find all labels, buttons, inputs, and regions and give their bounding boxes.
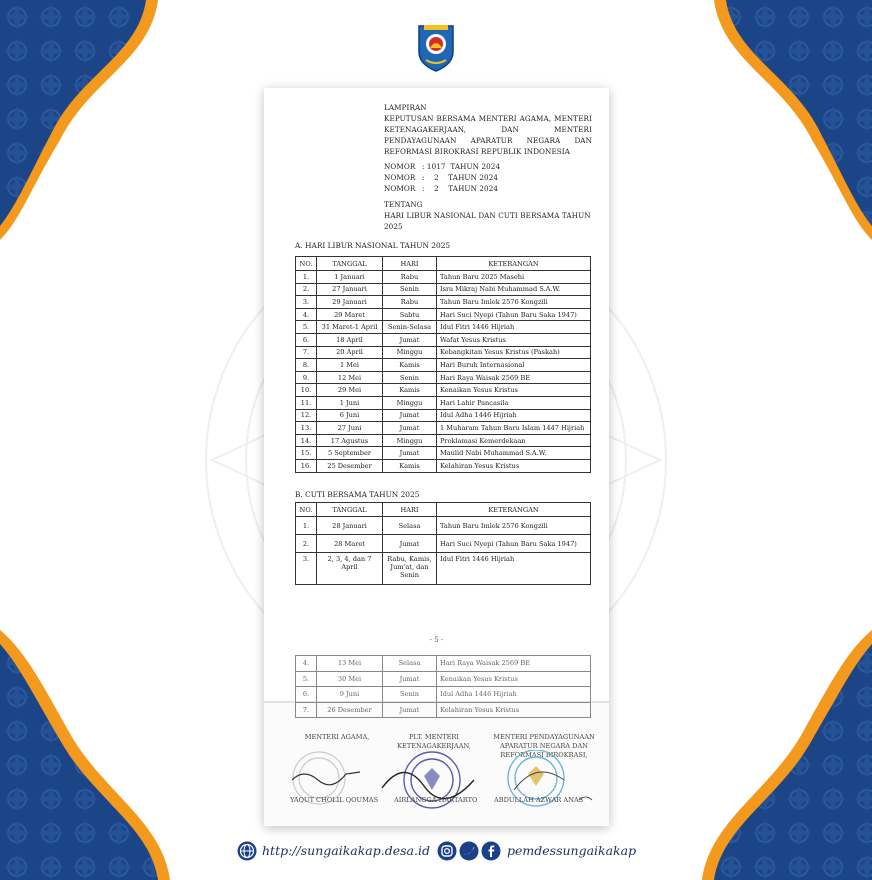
row-keterangan: Hari Suci Nyepi (Tahun Baru Saka 1947) bbox=[437, 535, 591, 553]
twitter-icon[interactable] bbox=[459, 841, 479, 861]
row-tanggal: 1 Mei bbox=[317, 359, 383, 372]
row-hari: Selasa bbox=[383, 517, 437, 535]
signatory-name: YAQUT CHOLIL QOUMAS bbox=[290, 796, 379, 804]
row-keterangan: Tahun Baru 2025 Masehi bbox=[437, 271, 591, 284]
row-hari: Jumat bbox=[383, 422, 437, 435]
column-header-no: NO. bbox=[296, 503, 317, 517]
signature-block-agama bbox=[292, 733, 382, 742]
social-handle[interactable]: pemdessungaikakap bbox=[507, 843, 637, 858]
row-number: 8. bbox=[296, 359, 317, 372]
page-number: - 5 - bbox=[429, 636, 444, 644]
row-tanggal: 28 Januari bbox=[317, 517, 383, 535]
row-tanggal: 12 Mei bbox=[317, 371, 383, 384]
footer-bar bbox=[0, 838, 872, 864]
row-number: 4. bbox=[296, 308, 317, 321]
row-number: 3. bbox=[296, 553, 317, 585]
lampiran-label: LAMPIRAN bbox=[384, 103, 427, 112]
cuti-bersama-table bbox=[295, 502, 591, 585]
row-keterangan: Idul Fitri 1446 Hijriah bbox=[437, 553, 591, 585]
row-tanggal: 9 Juni bbox=[317, 687, 383, 703]
row-number: 7. bbox=[296, 702, 317, 718]
row-tanggal: 2, 3, 4, dan 7 April bbox=[317, 553, 383, 585]
row-number: 4. bbox=[296, 656, 317, 672]
row-keterangan: Hari Buruh Internasional bbox=[437, 359, 591, 372]
facebook-icon[interactable] bbox=[481, 841, 501, 861]
table-row bbox=[296, 702, 591, 718]
nomor-value: : 1017 TAHUN 2024 bbox=[422, 162, 501, 171]
row-number: 13. bbox=[296, 422, 317, 435]
row-tanggal: 1 Januari bbox=[317, 271, 383, 284]
column-header-tanggal: TANGGAL bbox=[317, 503, 383, 517]
row-hari: Minggu bbox=[383, 396, 437, 409]
row-tanggal: 31 Maret-1 April bbox=[317, 321, 383, 334]
row-hari: Minggu bbox=[383, 346, 437, 359]
row-number: 1. bbox=[296, 271, 317, 284]
nomor-label: NOMOR bbox=[384, 184, 416, 193]
row-keterangan: Kelahiran Yesus Kristus bbox=[437, 702, 591, 718]
row-tanggal: 6 Juni bbox=[317, 409, 383, 422]
row-hari: Kamis bbox=[383, 359, 437, 372]
column-header-keterangan: KETERANGAN bbox=[437, 503, 591, 517]
document-page bbox=[264, 88, 609, 703]
table-row bbox=[296, 321, 591, 334]
row-keterangan: Wafat Yesus Kristus bbox=[437, 333, 591, 346]
section-b-title: B. CUTI BERSAMA TAHUN 2025 bbox=[295, 490, 420, 499]
table-row bbox=[296, 396, 591, 409]
row-tanggal: 26 Desember bbox=[317, 702, 383, 718]
row-hari: Rabu bbox=[383, 296, 437, 309]
row-tanggal: 29 Maret bbox=[317, 308, 383, 321]
row-tanggal: 20 April bbox=[317, 346, 383, 359]
decree-subject: HARI LIBUR NASIONAL DAN CUTI BERSAMA TAHUN 2025 bbox=[384, 211, 591, 231]
row-tanggal: 25 Desember bbox=[317, 459, 383, 472]
cuti-bersama-table-continued bbox=[295, 655, 591, 718]
row-tanggal: 30 Mei bbox=[317, 671, 383, 687]
column-header-tanggal: TANGGAL bbox=[317, 257, 383, 271]
decree-title: KEPUTUSAN BERSAMA MENTERI AGAMA, MENTERI KETENAGAKERJAAN, DAN MENTERI PENDAYAGUNAAN APARATUR NEGARA DAN REFORMASI BIROKRASI REPUBLIK INDONESIA bbox=[384, 114, 592, 156]
regency-logo bbox=[416, 22, 456, 72]
row-keterangan: Hari Lahir Pancasila bbox=[437, 396, 591, 409]
column-header-keterangan: KETERANGAN bbox=[437, 257, 591, 271]
table-row bbox=[296, 359, 591, 372]
row-hari: Jumat bbox=[383, 333, 437, 346]
table-row bbox=[296, 656, 591, 672]
row-keterangan: Tahun Baru Imlek 2576 Kongzili bbox=[437, 296, 591, 309]
row-hari: Jumat bbox=[383, 535, 437, 553]
table-row bbox=[296, 333, 591, 346]
row-number: 10. bbox=[296, 384, 317, 397]
row-number: 3. bbox=[296, 296, 317, 309]
row-tanggal: 1 Juni bbox=[317, 396, 383, 409]
row-keterangan: 1 Muharam Tahun Baru Islam 1447 Hijriah bbox=[437, 422, 591, 435]
row-tanggal: 27 Januari bbox=[317, 283, 383, 296]
row-tanggal: 5 September bbox=[317, 447, 383, 460]
row-hari: Senin bbox=[383, 371, 437, 384]
table-row bbox=[296, 271, 591, 284]
table-row bbox=[296, 459, 591, 472]
row-keterangan: Hari Suci Nyepi (Tahun Baru Saka 1947) bbox=[437, 308, 591, 321]
column-header-hari: HARI bbox=[383, 257, 437, 271]
tentang-label: TENTANG bbox=[384, 200, 423, 209]
row-hari: Minggu bbox=[383, 434, 437, 447]
row-keterangan: Tahun Baru Imlek 2576 Kongzili bbox=[437, 517, 591, 535]
signatory-name: AIRLANGGA HARTARTO bbox=[394, 796, 478, 804]
row-hari: Senin-Selasa bbox=[383, 321, 437, 334]
row-tanggal: 29 Mei bbox=[317, 384, 383, 397]
row-hari: Jumat bbox=[383, 447, 437, 460]
row-number: 5. bbox=[296, 671, 317, 687]
instagram-icon[interactable] bbox=[437, 841, 457, 861]
row-number: 9. bbox=[296, 371, 317, 384]
row-keterangan: Hari Raya Waisak 2569 BE bbox=[437, 371, 591, 384]
row-keterangan: Isra Mikraj Nabi Muhammad S.A.W. bbox=[437, 283, 591, 296]
row-hari: Rabu bbox=[383, 271, 437, 284]
row-hari: Selasa bbox=[383, 656, 437, 672]
table-row bbox=[296, 422, 591, 435]
column-header-no: NO. bbox=[296, 257, 317, 271]
row-keterangan: Kenaikan Yesus Kristus bbox=[437, 671, 591, 687]
row-hari: Kamis bbox=[383, 384, 437, 397]
table-row bbox=[296, 384, 591, 397]
row-number: 6. bbox=[296, 687, 317, 703]
table-row bbox=[296, 296, 591, 309]
table-row bbox=[296, 371, 591, 384]
table-row bbox=[296, 671, 591, 687]
decree-document bbox=[264, 88, 609, 826]
table-row bbox=[296, 687, 591, 703]
row-keterangan: Proklamasi Kemerdekaan bbox=[437, 434, 591, 447]
signature-block-ketenagakerjaan bbox=[386, 733, 482, 751]
row-hari: Jumat bbox=[383, 702, 437, 718]
row-number: 2. bbox=[296, 535, 317, 553]
row-keterangan: Maulid Nabi Muhammad S.A.W. bbox=[437, 447, 591, 460]
row-hari: Kamis bbox=[383, 459, 437, 472]
table-row bbox=[296, 535, 591, 553]
row-keterangan: Kenaikan Yesus Kristus bbox=[437, 384, 591, 397]
table-row bbox=[296, 434, 591, 447]
table-row bbox=[296, 346, 591, 359]
row-keterangan: Idul Adha 1446 Hijriah bbox=[437, 687, 591, 703]
website-link[interactable]: http://sungaikakap.desa.id bbox=[262, 843, 430, 858]
row-tanggal: 29 Januari bbox=[317, 296, 383, 309]
row-tanggal: 28 Maret bbox=[317, 535, 383, 553]
row-number: 1. bbox=[296, 517, 317, 535]
nomor-label: NOMOR bbox=[384, 162, 416, 171]
signatory-title: PLT. MENTERI KETENAGAKERJAAN, bbox=[397, 733, 471, 750]
row-number: 5. bbox=[296, 321, 317, 334]
row-tanggal: 17 Agustus bbox=[317, 434, 383, 447]
table-row bbox=[296, 283, 591, 296]
row-keterangan: Kelahiran Yesus Kristus bbox=[437, 459, 591, 472]
signatory-name: ABDULLAH AZWAR ANAS bbox=[494, 796, 584, 804]
signatory-title: MENTERI AGAMA, bbox=[304, 733, 370, 741]
decree-header bbox=[384, 102, 592, 232]
row-hari: Jumat bbox=[383, 671, 437, 687]
row-keterangan: Idul Adha 1446 Hijriah bbox=[437, 409, 591, 422]
table-row bbox=[296, 553, 591, 585]
nomor-value: : 2 TAHUN 2024 bbox=[422, 173, 499, 182]
nomor-value: : 2 TAHUN 2024 bbox=[422, 184, 499, 193]
row-hari: Senin bbox=[383, 687, 437, 703]
row-hari: Sabtu bbox=[383, 308, 437, 321]
row-tanggal: 18 April bbox=[317, 333, 383, 346]
row-number: 2. bbox=[296, 283, 317, 296]
globe-icon bbox=[237, 841, 257, 861]
row-number: 6. bbox=[296, 333, 317, 346]
row-number: 16. bbox=[296, 459, 317, 472]
column-header-hari: HARI bbox=[383, 503, 437, 517]
row-number: 12. bbox=[296, 409, 317, 422]
row-number: 15. bbox=[296, 447, 317, 460]
table-row bbox=[296, 409, 591, 422]
row-keterangan: Idul Fitri 1446 Hijriah bbox=[437, 321, 591, 334]
signatory-title: MENTERI PENDAYAGUNAAN APARATUR NEGARA DAN REFORMASI BIROKRASI, bbox=[493, 733, 595, 759]
row-keterangan: Hari Raya Waisak 2569 BE bbox=[437, 656, 591, 672]
national-holidays-table bbox=[295, 256, 591, 473]
row-hari: Rabu, Kamis, Jum'at, dan Senin bbox=[383, 553, 437, 585]
row-hari: Jumat bbox=[383, 409, 437, 422]
table-row bbox=[296, 517, 591, 535]
row-keterangan: Kebangkitan Yesus Kristus (Paskah) bbox=[437, 346, 591, 359]
table-row bbox=[296, 447, 591, 460]
row-number: 11. bbox=[296, 396, 317, 409]
row-number: 14. bbox=[296, 434, 317, 447]
nomor-label: NOMOR bbox=[384, 173, 416, 182]
row-number: 7. bbox=[296, 346, 317, 359]
row-hari: Senin bbox=[383, 283, 437, 296]
table-row bbox=[296, 308, 591, 321]
row-tanggal: 27 Juni bbox=[317, 422, 383, 435]
section-a-title: A. HARI LIBUR NASIONAL TAHUN 2025 bbox=[295, 241, 451, 250]
row-tanggal: 13 Mei bbox=[317, 656, 383, 672]
